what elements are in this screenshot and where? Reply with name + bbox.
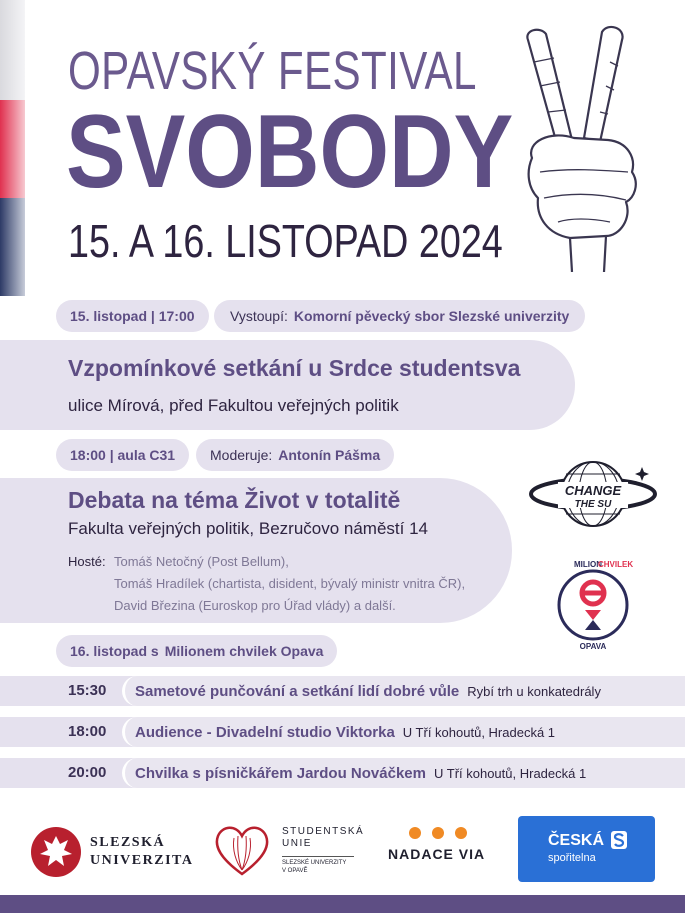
stu-line1: STUDENTSKÁ	[282, 826, 365, 837]
program-row	[0, 717, 685, 747]
guests-label: Hosté:	[68, 554, 106, 569]
festival-dates: 15. A 16. LISTOPAD 2024	[68, 215, 503, 267]
cs-line1: ČESKÁ	[548, 832, 605, 849]
milion-chvilek-logo	[552, 556, 634, 652]
stu-small1: SLEZSKÉ UNIVERZITY	[282, 860, 347, 866]
change-the-su-logo	[528, 458, 658, 530]
event1-date-pill	[56, 300, 209, 332]
studentska-unie-name	[282, 826, 364, 850]
program-row	[0, 676, 685, 706]
guest-item: Tomáš Netočný (Post Bellum),	[114, 554, 289, 569]
cs-line2: spořitelna	[548, 852, 596, 864]
slezska-univerzita-name	[90, 834, 193, 870]
su-line1: SLEZSKÁ	[90, 835, 166, 850]
event2-time: 18:00 | aula C31	[70, 447, 176, 463]
event1-date: 15. listopad | 17:00	[70, 308, 195, 324]
program-event: Sametové punčování a setkání lidí dobré vůle	[135, 682, 460, 700]
program-event: Chvilka s písničkářem Jardou Nováčkem	[135, 764, 426, 782]
chvilek-text: CHVILEK	[598, 560, 634, 569]
program-time: 15:30	[68, 682, 107, 699]
su-line2: UNIVERZITA	[90, 853, 194, 868]
moderator-label: Moderuje:	[210, 447, 273, 463]
opava-text: OPAVA	[579, 642, 607, 651]
change-text: CHANGE	[564, 483, 622, 498]
stu-line2: UNIE	[282, 838, 312, 849]
bottom-bar	[0, 895, 685, 913]
studentska-unie-heart-icon	[212, 822, 272, 878]
event1-performer: Komorní pěvecký sbor Slezské univerzity	[293, 308, 570, 324]
guest-item: David Březina (Euroskop pro Úřad vlády) a další.	[114, 598, 396, 613]
flag-stripe-white	[0, 0, 25, 100]
event2-title: Debata na téma Život v totalitě	[68, 487, 401, 513]
event2-place: Fakulta veřejných politik, Bezručovo náměstí 14	[68, 519, 429, 538]
festival-title-main: SVOBODY	[66, 94, 514, 210]
program-place: U Tří kohoutů, Hradecká 1	[433, 765, 587, 781]
program-event-cell	[122, 676, 685, 706]
day2-label: 16. listopad s	[70, 643, 159, 659]
day2-partner: Milionem chvilek Opava	[164, 643, 324, 659]
studentska-unie-subtitle	[282, 856, 354, 875]
program-time: 18:00	[68, 723, 107, 740]
milion-text: MILION	[574, 560, 602, 569]
program-event: Audience - Divadelní studio Viktorka	[135, 723, 395, 741]
event1-title: Vzpomínkové setkání u Srdce studentsva	[68, 355, 521, 381]
day2-pill	[56, 635, 337, 667]
program-time: 20:00	[68, 764, 107, 781]
sponsor-footer	[0, 800, 685, 900]
event1-place: ulice Mírová, před Fakultou veřejných politik	[68, 396, 399, 415]
flag-stripe-blue	[0, 198, 25, 296]
stu-small2: V OPAVĚ	[282, 868, 308, 874]
performer-label: Vystoupí:	[230, 308, 288, 324]
event1-block	[0, 340, 575, 430]
program-event-cell	[122, 758, 685, 788]
program-event-cell	[122, 717, 685, 747]
victory-hand-icon	[510, 22, 650, 272]
ceska-sporitelna-logo	[518, 816, 655, 882]
flag-stripe-red	[0, 100, 25, 198]
program-place: U Tří kohoutů, Hradecká 1	[402, 724, 556, 740]
slezska-univerzita-emblem-icon	[30, 826, 82, 878]
nadace-via-dots-icon	[408, 826, 478, 840]
event2-moderator: Antonín Pášma	[278, 447, 381, 463]
program-row	[0, 758, 685, 788]
nadace-via-name: NADACE VIA	[388, 846, 486, 862]
program-place: Rybí trh u konkatedrály	[467, 683, 601, 699]
event2-time-pill	[56, 439, 189, 471]
event2-moderator-pill	[196, 439, 394, 471]
sporitelna-s-icon	[610, 830, 628, 850]
event1-performer-pill	[214, 300, 585, 332]
the-su-text: THE SU	[574, 499, 612, 510]
guest-item: Tomáš Hradílek (chartista, disident, bývalý ministr vnitra ČR),	[114, 576, 466, 591]
festival-title-line1: OPAVSKÝ FESTIVAL	[68, 41, 477, 101]
